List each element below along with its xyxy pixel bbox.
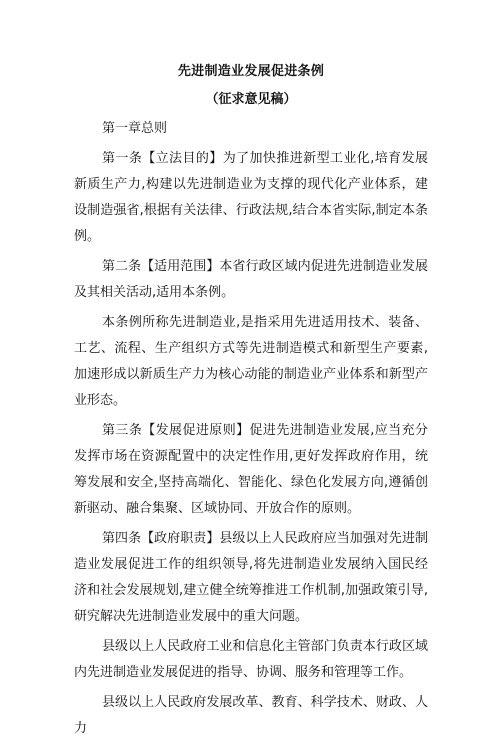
article-1-paragraph: 第一条【立法目的】为了加快推进新型工业化,培育发展新质生产力,构建以先进制造业为支撑的现代化产业体系，建设制造强省,根据有关法律、行政法规,结合本省实际,制定本条例。: [74, 151, 428, 244]
article-4-department-paragraph: 县级以上人民政府工业和信息化主管部门负责本行政区域内先进制造业发展促进的指导、协调、服务和管理等工作。: [74, 639, 428, 680]
document-subtitle: （征求意见稿）: [205, 92, 297, 107]
chapter-heading: 第一章总则: [102, 121, 168, 136]
article-4-paragraph: 第四条【政府职责】县级以上人民政府应当加强对先进制造业发展促进工作的组织领导,将先进制造业发展纳入国民经济和社会发展规划,建立健全统筹推进工作机制,加强政策引导,研究解决先进制造业发展中的重大问题。: [74, 531, 428, 624]
article-4-other-departments-paragraph: 县级以上人民政府发展改革、教育、科学技术、财政、人力: [74, 695, 428, 736]
article-2-definition-paragraph: 本条例所称先进制造业,是指采用先进适用技术、装备、工艺、流程、生产组织方式等先进制造模式和新型生产要素,加速形成以新质生产力为核心动能的制造业产业体系和新型产业形态。: [74, 315, 428, 408]
document-title: 先进制造业发展促进条例: [177, 64, 325, 79]
article-2-paragraph: 第二条【适用范围】本省行政区域内促进先进制造业发展及其相关活动,适用本条例。: [74, 259, 428, 300]
article-3-paragraph: 第三条【发展促进原则】促进先进制造业发展,应当充分发挥市场在资源配置中的决定性作用,更好发挥政府作用，统筹发展和安全,坚持高端化、智能化、绿色化发展方向,遵循创新驱动、融合集聚、区域协同、开放合作的原则。: [74, 423, 428, 516]
